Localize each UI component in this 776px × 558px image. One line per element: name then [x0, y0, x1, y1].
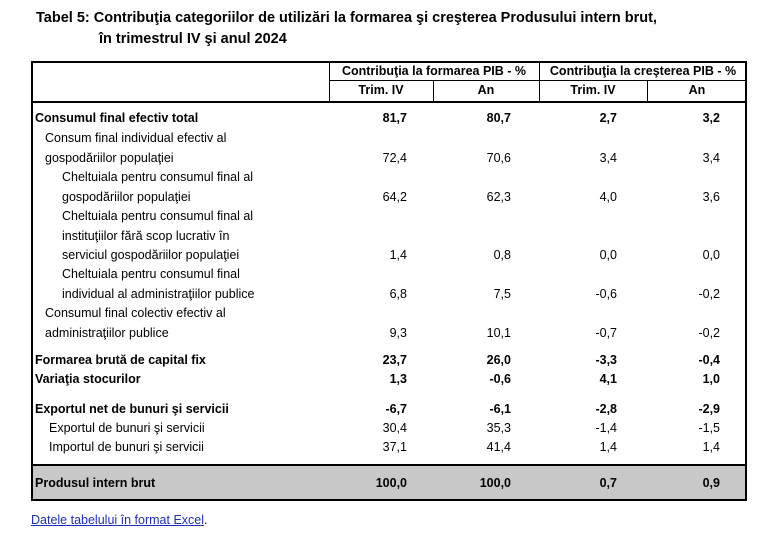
row-value: 1,3 — [389, 372, 407, 386]
header-q4-growth: Trim. IV — [570, 83, 616, 97]
row-label: Variaţia stocurilor — [35, 372, 141, 386]
row-value: 80,7 — [486, 111, 511, 125]
header-divider — [329, 80, 747, 81]
row-value: -0,6 — [489, 372, 511, 386]
row-label: Importul de bunuri şi servicii — [49, 440, 204, 454]
row-value: 0,7 — [599, 476, 617, 490]
row-value: -1,5 — [698, 421, 720, 435]
header-group-growth: Contribuţia la creşterea PIB - % — [549, 64, 737, 78]
row-value: -0,7 — [595, 325, 617, 340]
row-value: 3,4 — [599, 150, 617, 165]
row-value: 37,1 — [382, 440, 407, 454]
row-value: -6,7 — [385, 402, 407, 416]
row-value: 70,6 — [486, 150, 511, 165]
row-value: 100,0 — [479, 476, 511, 490]
row-value: 41,4 — [486, 440, 511, 454]
row-label: Produsul intern brut — [35, 476, 156, 490]
table-title — [36, 8, 657, 50]
row-label: instituţiilor fără scop lucrativ în — [62, 228, 230, 243]
row-label: individual al administraţiilor publice — [62, 286, 255, 301]
row-value: -2,9 — [698, 402, 720, 416]
row-value: -0,2 — [698, 325, 720, 340]
row-label: Exportul de bunuri şi servicii — [49, 421, 205, 435]
row-value: 23,7 — [382, 353, 407, 367]
row-label: Cheltuiala pentru consumul final al — [62, 170, 254, 184]
row-label: Cheltuiala pentru consumul final — [62, 267, 240, 281]
row-value: 1,4 — [389, 248, 407, 262]
header-year-formation: An — [477, 83, 495, 97]
row-value: 4,1 — [599, 372, 617, 386]
row-value: 1,4 — [599, 440, 617, 454]
header-q4-formation: Trim. IV — [358, 83, 404, 97]
row-value: 1,4 — [702, 440, 720, 454]
row-value: -2,8 — [595, 402, 617, 416]
row-value: -3,3 — [595, 353, 617, 367]
row-value: 72,4 — [382, 150, 407, 165]
title-line-1: Tabel 5: Contribuţia categoriilor de utilizări la formarea şi creşterea Produsului intern brut, — [36, 10, 657, 26]
row-label: Consumul final efectiv total — [35, 111, 199, 125]
row-value: 1,0 — [702, 372, 720, 386]
row-value: 9,3 — [389, 325, 407, 340]
row-value: 35,3 — [486, 421, 511, 435]
row-label: Formarea brută de capital fix — [35, 353, 206, 367]
row-label: gospodăriilor populaţiei — [45, 150, 174, 165]
row-value: 81,7 — [382, 111, 407, 125]
header-bottom-line — [31, 101, 747, 103]
header-year-growth: An — [688, 83, 706, 97]
row-value: 0,0 — [702, 248, 720, 262]
row-value: -6,1 — [489, 402, 511, 416]
row-value: 64,2 — [382, 189, 407, 204]
header-group-formation: Contribuţia la formarea PIB - % — [341, 64, 527, 78]
row-value: -0,2 — [698, 286, 720, 301]
row-value: 3,6 — [702, 189, 720, 204]
row-value: 100,0 — [375, 476, 407, 490]
row-label: Consumul final colectiv efectiv al — [45, 306, 226, 320]
row-label: Consum final individual efectiv al — [45, 131, 227, 145]
row-value: 10,1 — [486, 325, 511, 340]
row-value: -1,4 — [595, 421, 617, 435]
row-label: administraţiilor publice — [45, 325, 169, 340]
excel-data-link[interactable]: Datele tabelului în format Excel — [31, 513, 205, 527]
row-value: 3,4 — [702, 150, 720, 165]
row-label: serviciul gospodăriilor populaţiei — [62, 248, 240, 262]
row-value: 0,9 — [702, 476, 720, 490]
row-label: Cheltuiala pentru consumul final al — [62, 209, 254, 223]
link-suffix: . — [204, 513, 208, 527]
data-table — [31, 61, 747, 501]
row-value: 30,4 — [382, 421, 407, 435]
row-value: 2,7 — [599, 111, 617, 125]
row-label: Exportul net de bunuri şi servicii — [35, 402, 229, 416]
row-value: -0,4 — [698, 353, 720, 367]
row-value: 26,0 — [486, 353, 511, 367]
row-value: 3,2 — [702, 111, 720, 125]
row-value: 0,0 — [599, 248, 617, 262]
footer-link-line — [31, 513, 208, 527]
row-value: 62,3 — [486, 189, 511, 204]
row-value: 4,0 — [599, 189, 617, 204]
row-value: 6,8 — [389, 286, 407, 301]
row-value: 0,8 — [493, 248, 511, 262]
title-line-2: în trimestrul IV şi anul 2024 — [99, 31, 287, 47]
row-value: 7,5 — [493, 286, 511, 301]
row-value: -0,6 — [595, 286, 617, 301]
row-label: gospodăriilor populaţiei — [62, 189, 191, 204]
total-row-top-line — [31, 464, 747, 466]
